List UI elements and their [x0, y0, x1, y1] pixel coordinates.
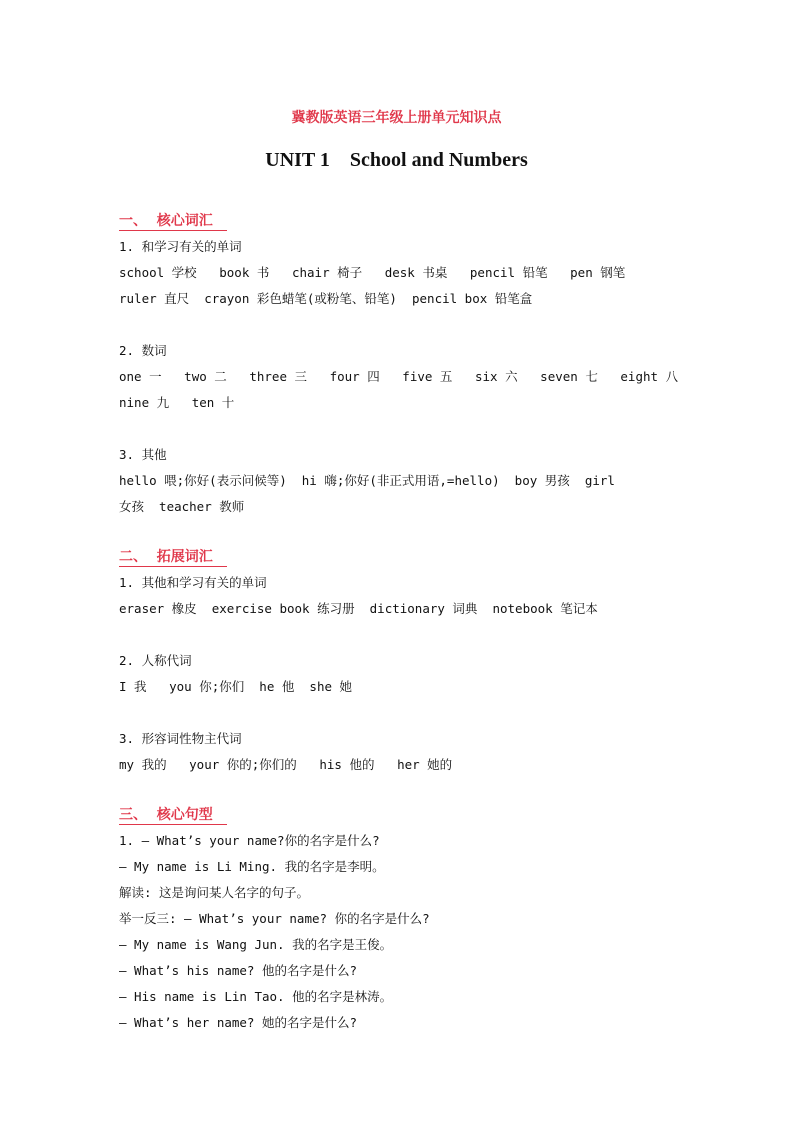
section-heading-extended-vocabulary: 二、 拓展词汇	[119, 546, 679, 570]
subsection-title: 3. 其他	[119, 447, 167, 462]
section-heading-core-sentences: 三、 核心句型	[119, 804, 679, 828]
document-body	[119, 210, 679, 1036]
subsection-title: 2. 人称代词	[119, 653, 192, 668]
subsection-title: 3. 形容词性物主代词	[119, 731, 242, 746]
vocab-line: my 我的 your 你的;你们的 his 他的 her 她的	[119, 757, 453, 772]
sentence-line: — My name is Wang Jun. 我的名字是王俊。	[119, 937, 393, 952]
unit-title: UNIT 1 School and Numbers	[265, 149, 528, 171]
subsection-title: 1. 和学习有关的单词	[119, 239, 242, 254]
vocab-line: school 学校 book 书 chair 椅子 desk 书桌 pencil 铅笔 pen 钢笔	[119, 265, 626, 280]
section-heading-core-vocabulary: 一、 核心词汇	[119, 210, 679, 234]
sentence-line: — What’s his name? 他的名字是什么?	[119, 963, 358, 978]
sentence-line: — My name is Li Ming. 我的名字是李明。	[119, 859, 385, 874]
vocab-line: hello 喂;你好(表示问候等) hi 嗨;你好(非正式用语,=hello) boy 男孩 girl	[119, 473, 615, 488]
subsection-title: 2. 数词	[119, 343, 167, 358]
vocab-line: ruler 直尺 crayon 彩色蜡笔(或粉笔、铅笔) pencil box 铅笔盒	[119, 291, 533, 306]
sentence-line: 1. — What’s your name?你的名字是什么?	[119, 833, 380, 848]
sentence-line: 解读: 这是询问某人名字的句子。	[119, 885, 310, 900]
sentence-line: — What’s her name? 她的名字是什么?	[119, 1015, 358, 1030]
subsection-title: 1. 其他和学习有关的单词	[119, 575, 267, 590]
vocab-line: one 一 two 二 three 三 four 四 five 五 six 六 seven 七 eight 八	[119, 369, 679, 384]
vocab-line: I 我 you 你;你们 he 他 she 她	[119, 679, 353, 694]
sentence-line: 举一反三: — What’s your name? 你的名字是什么?	[119, 911, 430, 926]
document-title: 冀教版英语三年级上册单元知识点	[291, 110, 502, 126]
vocab-line: eraser 橡皮 exercise book 练习册 dictionary 词典 notebook 笔记本	[119, 601, 598, 616]
sentence-line: — His name is Lin Tao. 他的名字是林涛。	[119, 989, 393, 1004]
vocab-line: 女孩 teacher 教师	[119, 499, 245, 514]
vocab-line: nine 九 ten 十	[119, 395, 235, 410]
